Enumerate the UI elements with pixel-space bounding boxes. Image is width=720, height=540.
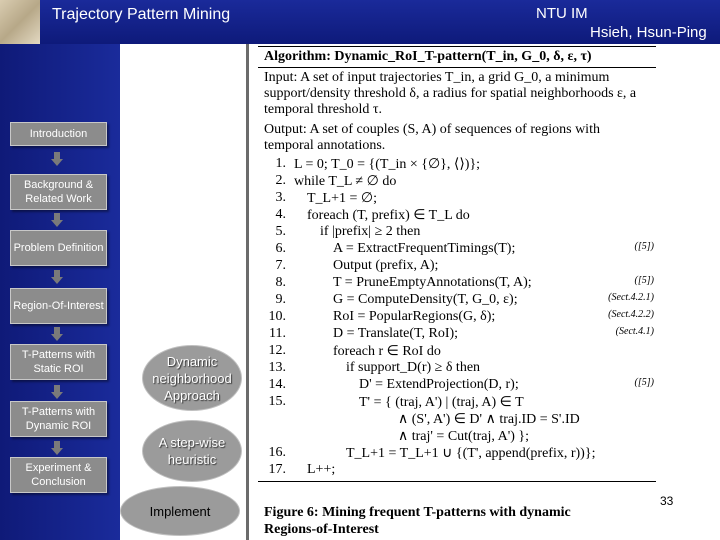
- line-number: 17.: [268, 462, 286, 477]
- down-arrow-icon: [51, 441, 63, 455]
- down-arrow-icon: [51, 385, 63, 399]
- algorithm-line: [258, 207, 656, 224]
- line-number: 16.: [268, 445, 286, 460]
- algorithm-line: [258, 173, 656, 190]
- nav-background[interactable]: Background & Related Work: [10, 174, 107, 210]
- algorithm-bottom-rule: [258, 481, 656, 482]
- org-name: NTU IM: [536, 5, 588, 22]
- algorithm-line: [258, 275, 656, 292]
- line-code: T = PruneEmptyAnnotations(T, A);: [333, 275, 532, 290]
- line-code: while T_L ≠ ∅ do: [294, 174, 397, 189]
- oval-dynamic-approach[interactable]: Dynamic neighborhood Approach: [142, 345, 242, 411]
- line-code: T_L+1 = T_L+1 ∪ {(T', append(prefix, r))};: [346, 446, 596, 461]
- line-number: 12.: [268, 343, 286, 358]
- caption-line-1: Figure 6: Mining frequent T-patterns with dynamic: [264, 505, 571, 520]
- line-code: A = ExtractFrequentTimings(T);: [333, 241, 516, 256]
- line-note: ([5]): [634, 241, 654, 252]
- nav-static-roi[interactable]: T-Patterns with Static ROI: [10, 344, 107, 380]
- line-number: 4.: [275, 207, 286, 222]
- algorithm-lines: [258, 156, 656, 479]
- line-note: ([5]): [634, 377, 654, 388]
- line-code: if support_D(r) ≥ δ then: [346, 360, 481, 375]
- algorithm-line: [258, 190, 656, 207]
- line-code: T' = { (traj, A') | (traj, A) ∈ T: [359, 395, 524, 410]
- line-code: G = ComputeDensity(T, G_0, ε);: [333, 292, 518, 307]
- algorithm-line: [258, 224, 656, 241]
- line-code: L = 0; T_0 = {(T_in × {∅}, ⟨⟩)};: [294, 157, 481, 172]
- line-number: 13.: [268, 360, 286, 375]
- line-code: D' = ExtendProjection(D, r);: [359, 377, 519, 392]
- caption-line-2: Regions-of-Interest: [264, 522, 379, 537]
- line-number: 15.: [268, 394, 286, 409]
- page-number: 33: [660, 494, 674, 508]
- algorithm-line: [258, 462, 656, 479]
- header-decoration: [0, 0, 40, 44]
- nav-region-of-interest[interactable]: Region-Of-Interest: [10, 288, 107, 324]
- line-note: (Sect.4.2.1): [608, 292, 654, 303]
- algorithm-output: Output: A set of couples (S, A) of sequences of regions with temporal annotations.: [264, 122, 600, 153]
- line-note: (Sect.4.2.2): [608, 309, 654, 320]
- line-code: ∧ traj' = Cut(traj, A') };: [398, 429, 529, 444]
- oval-implement[interactable]: Implement: [120, 486, 240, 536]
- algorithm-line: [258, 377, 656, 394]
- algorithm-line: [258, 394, 656, 411]
- slide-title: Trajectory Pattern Mining: [52, 6, 231, 23]
- nav-problem-definition[interactable]: Problem Definition: [10, 230, 107, 266]
- line-code: T_L+1 = ∅;: [307, 191, 377, 206]
- line-number: 2.: [275, 173, 286, 188]
- line-number: 8.: [275, 275, 286, 290]
- algorithm-line: [258, 326, 656, 343]
- algorithm-input: Input: A set of input trajectories T_in, a grid G_0, a minimum support/density threshold δ, a radius for spatial neighborhoods ε, a temporal threshold τ.: [264, 70, 637, 117]
- line-code: if |prefix| ≥ 2 then: [320, 224, 421, 239]
- line-number: 14.: [268, 377, 286, 392]
- line-code: foreach (T, prefix) ∈ T_L do: [307, 208, 470, 223]
- line-code: RoI = PopularRegions(G, δ);: [333, 309, 496, 324]
- algorithm-box: [258, 46, 656, 482]
- line-note: ([5]): [634, 275, 654, 286]
- line-number: 6.: [275, 241, 286, 256]
- down-arrow-icon: [51, 327, 63, 341]
- algorithm-line: [258, 428, 656, 445]
- line-number: 9.: [275, 292, 286, 307]
- algorithm-line: [258, 411, 656, 428]
- algorithm-line: [258, 360, 656, 377]
- algorithm-line: [258, 445, 656, 462]
- down-arrow-icon: [51, 270, 63, 284]
- header-bar: [0, 0, 720, 44]
- line-note: (Sect.4.1): [615, 326, 654, 337]
- algorithm-line: [258, 258, 656, 275]
- line-code: L++;: [307, 462, 336, 477]
- down-arrow-icon: [51, 213, 63, 227]
- line-code: Output (prefix, A);: [333, 258, 439, 273]
- algorithm-line: [258, 292, 656, 309]
- nav-introduction[interactable]: Introduction: [10, 122, 107, 146]
- line-code: D = Translate(T, RoI);: [333, 326, 459, 341]
- nav-experiment[interactable]: Experiment & Conclusion: [10, 457, 107, 493]
- down-arrow-icon: [51, 152, 63, 166]
- line-number: 5.: [275, 224, 286, 239]
- algorithm-line: [258, 156, 656, 173]
- oval-stepwise-heuristic[interactable]: A step-wise heuristic: [142, 420, 242, 482]
- author-name: Hsieh, Hsun-Ping: [590, 24, 707, 41]
- line-number: 1.: [275, 156, 286, 171]
- line-code: ∧ (S', A') ∈ D' ∧ traj.ID = S'.ID: [398, 412, 580, 427]
- line-number: 10.: [268, 309, 286, 324]
- algorithm-line: [258, 343, 656, 360]
- line-number: 11.: [269, 326, 286, 341]
- algorithm-line: [258, 309, 656, 326]
- line-number: 7.: [275, 258, 286, 273]
- nav-dynamic-roi[interactable]: T-Patterns with Dynamic ROI: [10, 401, 107, 437]
- divider-line: [246, 44, 249, 540]
- algorithm-header: Algorithm: Dynamic_RoI_T-pattern(T_in, G_0, δ, ε, τ): [264, 49, 592, 64]
- algorithm-line: [258, 241, 656, 258]
- line-number: 3.: [275, 190, 286, 205]
- figure-caption: [264, 504, 571, 538]
- line-code: foreach r ∈ RoI do: [333, 344, 441, 359]
